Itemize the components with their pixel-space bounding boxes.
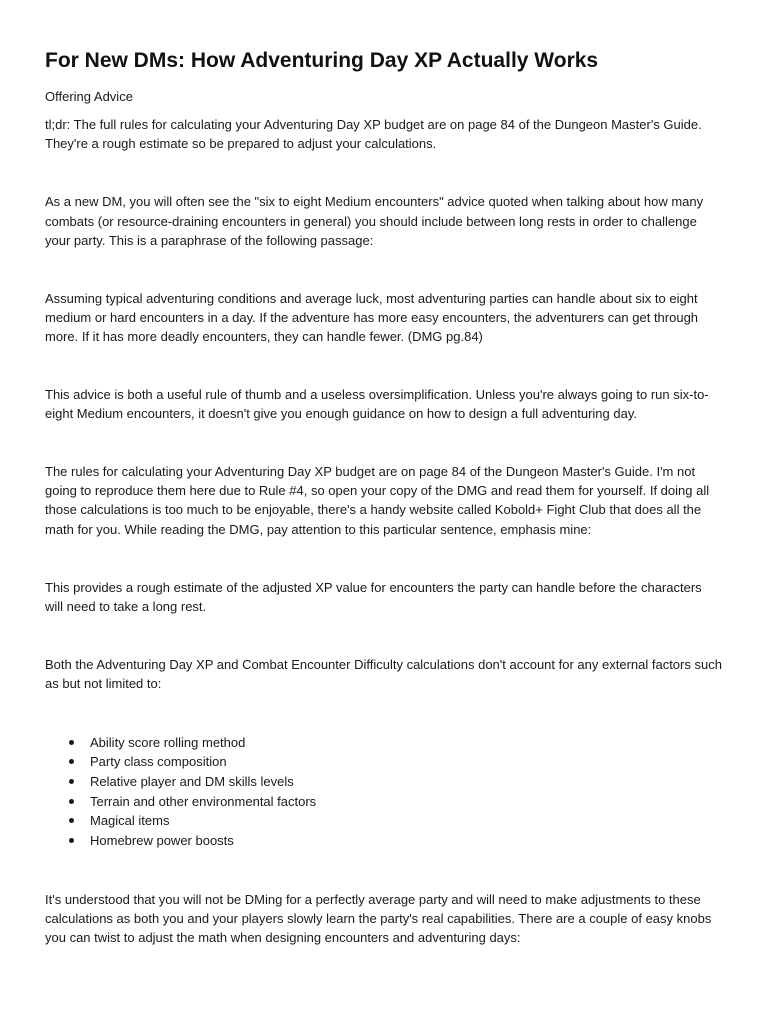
post-title: For New DMs: How Adventuring Day XP Actually Works [45,49,599,72]
factors-list [45,733,723,851]
rules-paragraph: The rules for calculating your Adventuring Day XP budget are on page 84 of the Dungeon Master's Guide. I'm not going to reproduce them here due to Rule #4, so open your copy of the DMG and read them for yourself. If doing all those calculations is too much to be enjoyable, there's a handy website called Kobold+ Fight Club that does all the math for you. While reading the DMG, pay attention to this particular sentence, emphasis mine: [45,464,710,537]
list-item: Homebrew power boosts [90,831,723,851]
intro-paragraph: As a new DM, you will often see the "six to eight Medium encounters" advice quoted when talking about how many combats (or resource-draining encounters in general) you should include between long rests in order to challenge your party. This is a paraphrase of the following passage: [45,194,704,248]
estimate-quote: This provides a rough estimate of the adjusted XP value for encounters the party can handle before the characters will need to take a long rest. [45,579,702,615]
closing-paragraph: It's understood that you will not be DMing for a perfectly average party and will need to make adjustments to these calculations as both you and your players slowly learn the party's real capabilities. There are a couple of easy knobs you can twist to adjust the math when designing encounters and adventuring days: [45,891,712,946]
list-item: Relative player and DM skills levels [90,772,723,792]
advice-paragraph: This advice is both a useful rule of thumb and a useless oversimplification. Unless you're always going to run six-to-eight Medium encounters, it doesn't give you enough guidance on how to design a full adventuring day. [45,386,709,421]
quoted-passage: Assuming typical adventuring conditions and average luck, most adventuring parties can handle about six to eight medium or hard encounters in a day. If the adventure has more easy encounters, the adventurers can get through more. If it has more deadly encounters, they can handle fewer. (DMG pg.84) [45,291,699,345]
list-item: Ability score rolling method [90,733,723,753]
list-item: Party class composition [90,752,723,772]
factors-intro: Both the Adventuring Day XP and Combat Encounter Difficulty calculations don't account for any external factors such as but not limited to: [45,657,722,692]
post-flair: Offering Advice [45,89,133,104]
tldr-paragraph: tl;dr: The full rules for calculating your Adventuring Day XP budget are on page 84 of the Dungeon Master's Guide. They're a rough estimate so be prepared to adjust your calculations. [45,117,702,152]
list-item: Magical items [90,811,723,831]
list-item: Terrain and other environmental factors [90,792,723,812]
